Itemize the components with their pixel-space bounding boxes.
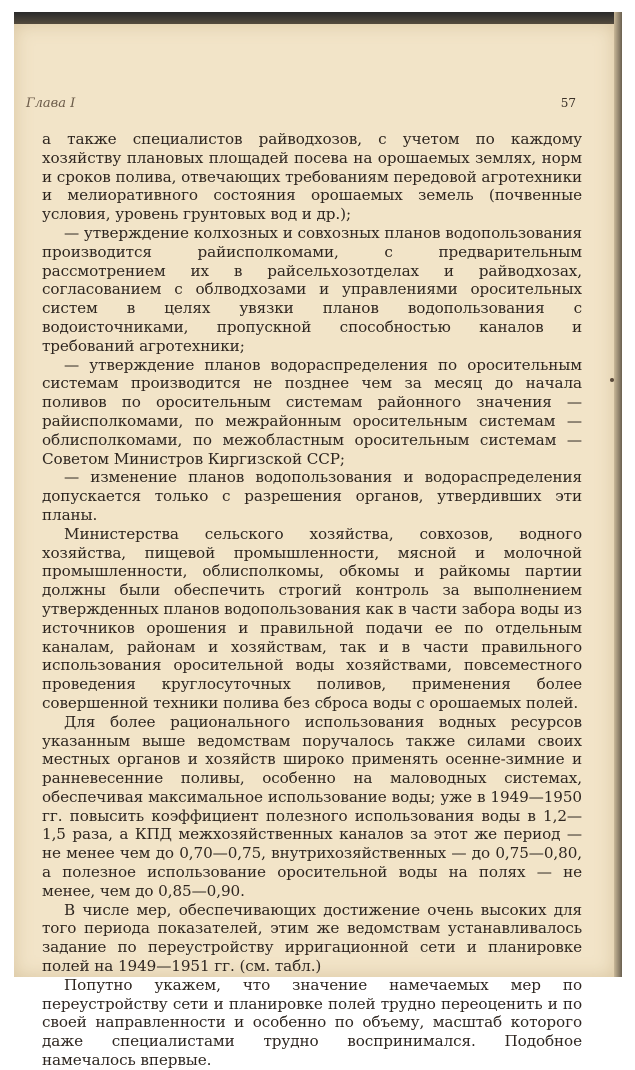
ink-speck <box>610 378 614 382</box>
paragraph: Для более рационального использования водных ресурсов указанным выше ведомствам поручалось также силами своих местных органов и хозяйств широко применять осенне-зимние и ранневесенние поливы, особенно на маловодных системах, обеспечивая максимальное использование воды; уже в 1949—1950 гг. повысить коэффициент полезного использования воды в 1,2—1,5 раза, а КПД межхозяйственных каналов за этот же период — не менее чем до 0,70—0,75, внутрихозяйственных — до 0,75—0,80, а полезное использование оросительной воды на полях — не менее, чем до 0,85—0,90. <box>42 712 582 900</box>
page-number: 57 <box>560 96 576 110</box>
running-header <box>26 96 576 114</box>
paragraph: В числе мер, обеспечивающих достижение очень высоких для того периода показателей, этим же ведомствам устанавливалось задание по переустройству ирригационной сети и планировке полей на 1949—1951 гг. (см. табл.) <box>42 900 582 976</box>
paragraph: Попутно укажем, что значение намечаемых мер по переустройству сети и планировке полей трудно переоценить и по своей направленности и особенно по объему, масштаб которого даже специалистами трудно воспринимался. Подобное намечалось впервые. <box>42 975 582 1070</box>
paragraph-dash-item: — изменение планов водопользования и водораспределения допускается только с разрешения органов, утвердивших эти планы. <box>42 468 582 524</box>
chapter-title: Глава I <box>26 96 76 111</box>
paragraph-dash-item: — утверждение планов водораспределения по оросительным системам производится не позднее чем за месяц до начала поливов по оросительным системам районного значения — райисполкомами, по межрайонным оросительным системам — облисполкомами, по межобластным оросительным системам — Советом Министров Киргизской ССР; <box>42 355 582 468</box>
paragraph: Министерства сельского хозяйства, совхозов, водного хозяйства, пищевой промышленности, мясной и молочной промышленности, облисполкомы, обкомы и райкомы партии должны были обеспечить строгий контроль за выполнением утвержденных планов водопользования как в части забора воды из источников орошения и правильной подачи ее по отдельным каналам, районам и хозяйствам, так и в части правильного использования оросительной воды хозяйствами, повсеместного проведения круглосуточных поливов, применения более совершенной техники полива без сброса воды с орошаемых полей. <box>42 524 582 712</box>
paragraph-continuation: а также специалистов райводхозов, с учетом по каждому хозяйству плановых площадей посева на орошаемых землях, норм и сроков полива, отвечающих требованиям передовой агротехники и мелиоративного состояния орошаемых земель (почвенные условия, уровень грунтовых вод и др.); <box>42 130 582 224</box>
body-text <box>42 130 582 1070</box>
scan-edge-right <box>614 12 622 977</box>
paragraph-dash-item: — утверждение колхозных и совхозных планов водопользования производится райисполкомами, с предварительным рассмотрением их в райсельхозотделах и райводхозах, согласованием с облводхозами и управлениями оросительных систем в целях увязки планов водопользования с водоисточниками, пропускной способностью каналов и требований агротехники; <box>42 223 582 355</box>
